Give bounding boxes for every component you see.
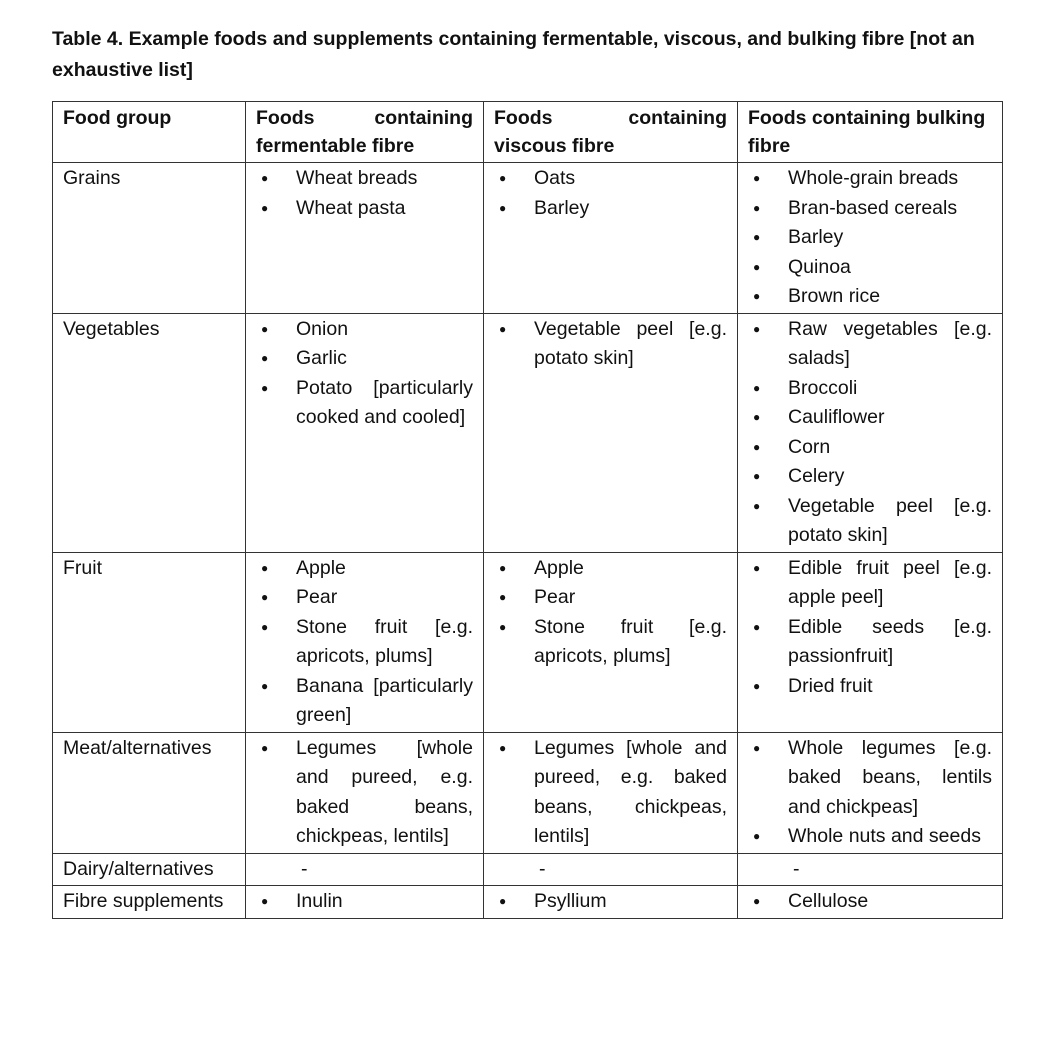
fermentable-list — [256, 734, 473, 852]
list-item: ● Garlic — [256, 344, 473, 374]
viscous-list — [494, 315, 727, 374]
list-item: ● Oats — [494, 164, 727, 194]
bulking-list — [748, 315, 992, 551]
list-item: ● Barley — [494, 194, 727, 224]
list-item: ● Apple — [494, 554, 727, 584]
fermentable-cell — [246, 163, 484, 314]
bulking-cell — [738, 313, 1003, 552]
viscous-cell — [484, 163, 738, 314]
viscous-cell — [484, 732, 738, 853]
empty-dash: - — [301, 857, 308, 880]
list-item: ● Bran-based cereals — [748, 194, 992, 224]
list-item: ● Edible fruit peel [e.g. apple peel] — [748, 554, 992, 613]
empty-dash: - — [539, 857, 546, 880]
list-item: ● Banana [particularly green] — [256, 672, 473, 731]
list-item: ● Barley — [748, 223, 992, 253]
list-item: ● Whole nuts and seeds — [748, 822, 992, 852]
viscous-list — [494, 734, 727, 852]
list-item: ● Corn — [748, 433, 992, 463]
food-group-cell: Dairy/alternatives — [53, 853, 246, 886]
list-item: ● Onion — [256, 315, 473, 345]
fibre-foods-table — [52, 101, 1003, 919]
list-item: ● Pear — [256, 583, 473, 613]
list-item: ● Whole-grain breads — [748, 164, 992, 194]
list-item: ● Broccoli — [748, 374, 992, 404]
list-item: ● Dried fruit — [748, 672, 992, 702]
table-row — [53, 552, 1003, 732]
list-item: ● Stone fruit [e.g. apricots, plums] — [256, 613, 473, 672]
food-group-cell: Fruit — [53, 552, 246, 732]
list-item: ● Cellulose — [748, 887, 992, 917]
bulking-list — [748, 554, 992, 702]
bulking-cell — [738, 732, 1003, 853]
bulking-list — [748, 887, 992, 917]
list-item: ● Legumes [whole and pureed, e.g. baked beans, chickpeas, lentils] — [494, 734, 727, 852]
list-item: ● Apple — [256, 554, 473, 584]
bulking-list — [748, 164, 992, 312]
list-item: ● Wheat pasta — [256, 194, 473, 224]
fermentable-list — [256, 887, 473, 917]
header-viscous: Foods containing viscous fibre — [484, 102, 738, 163]
list-item: ● Vegetable peel [e.g. potato skin] — [748, 492, 992, 551]
list-item: ● Quinoa — [748, 253, 992, 283]
list-item: ● Psyllium — [494, 887, 727, 917]
food-group-cell: Vegetables — [53, 313, 246, 552]
viscous-list — [494, 887, 727, 917]
list-item: ● Wheat breads — [256, 164, 473, 194]
viscous-cell — [484, 313, 738, 552]
viscous-list — [494, 554, 727, 672]
table-body — [53, 163, 1003, 919]
empty-dash: - — [793, 857, 800, 880]
viscous-cell — [484, 853, 738, 886]
food-group-cell: Fibre supplements — [53, 886, 246, 919]
header-row — [53, 102, 1003, 163]
bulking-cell — [738, 163, 1003, 314]
table-row — [53, 313, 1003, 552]
list-item: ● Legumes [whole and pureed, e.g. baked beans, chickpeas, lentils] — [256, 734, 473, 852]
list-item: ● Brown rice — [748, 282, 992, 312]
list-item: ● Raw vegetables [e.g. salads] — [748, 315, 992, 374]
list-item: ● Pear — [494, 583, 727, 613]
table-row — [53, 886, 1003, 919]
viscous-cell — [484, 886, 738, 919]
list-item: ● Vegetable peel [e.g. potato skin] — [494, 315, 727, 374]
bulking-cell — [738, 886, 1003, 919]
fermentable-cell — [246, 732, 484, 853]
header-bulking: Foods containing bulking fibre — [738, 102, 1003, 163]
fermentable-cell — [246, 853, 484, 886]
list-item: ● Potato [particularly cooked and cooled] — [256, 374, 473, 433]
table-row — [53, 732, 1003, 853]
fermentable-list — [256, 315, 473, 433]
viscous-list — [494, 164, 727, 223]
fermentable-cell — [246, 886, 484, 919]
table-caption: Table 4. Example foods and supplements containing fermentable, viscous, and bulking fibre [not an exhaustive list] — [52, 28, 975, 81]
fermentable-list — [256, 554, 473, 731]
bulking-cell — [738, 853, 1003, 886]
header-food-group: Food group — [53, 102, 246, 163]
header-fermentable: Foods containing fermentable fibre — [246, 102, 484, 163]
fermentable-cell — [246, 313, 484, 552]
fermentable-list — [256, 164, 473, 223]
bulking-list — [748, 734, 992, 852]
list-item: ● Celery — [748, 462, 992, 492]
list-item: ● Stone fruit [e.g. apricots, plums] — [494, 613, 727, 672]
list-item: ● Inulin — [256, 887, 473, 917]
table-row — [53, 163, 1003, 314]
bulking-cell — [738, 552, 1003, 732]
list-item: ● Edible seeds [e.g. passionfruit] — [748, 613, 992, 672]
viscous-cell — [484, 552, 738, 732]
food-group-cell: Meat/alternatives — [53, 732, 246, 853]
food-group-cell: Grains — [53, 163, 246, 314]
list-item: ● Cauliflower — [748, 403, 992, 433]
fermentable-cell — [246, 552, 484, 732]
table-row — [53, 853, 1003, 886]
list-item: ● Whole legumes [e.g. baked beans, lentils and chickpeas] — [748, 734, 992, 823]
